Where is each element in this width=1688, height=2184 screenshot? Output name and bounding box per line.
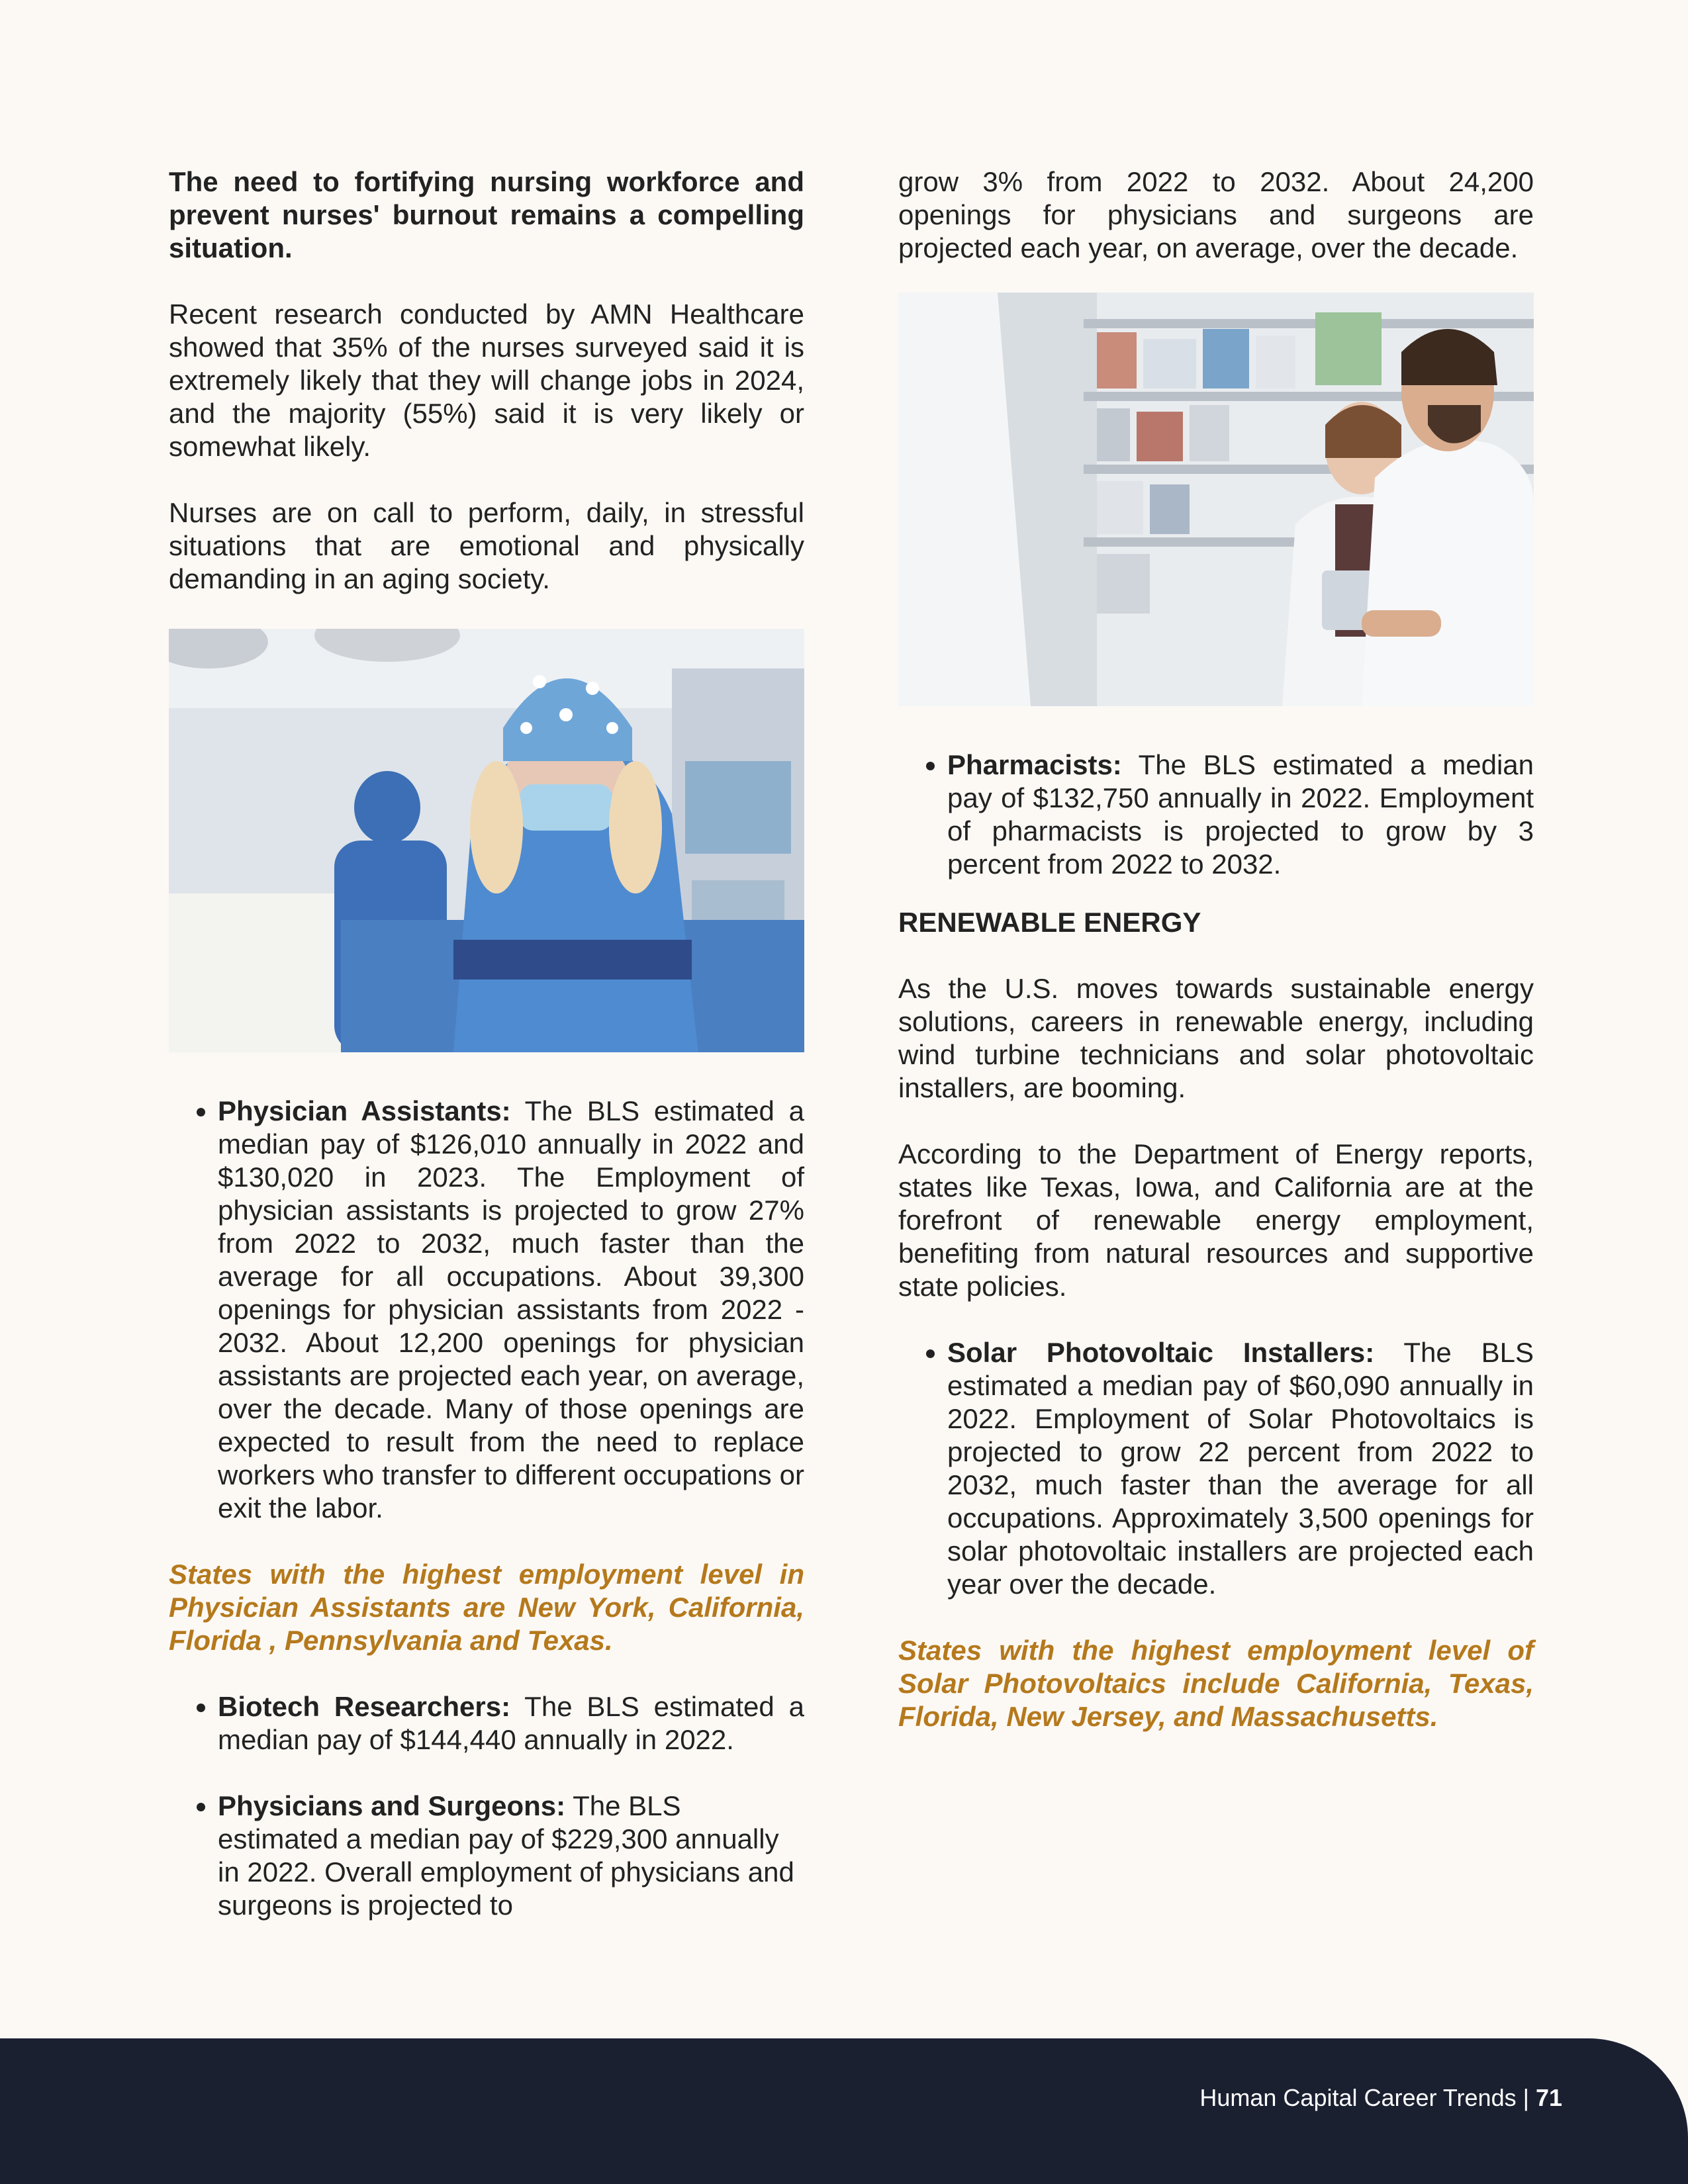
renewable-energy-paragraph-2: According to the Department of Energy reports, states like Texas, Iowa, and California are at the forefront of renewable energy employment, benefiting from natural resources and supportive state policies. [898, 1138, 1534, 1302]
page-footer [0, 2038, 1688, 2184]
biotech-researchers-title: Biotech Researchers: [218, 1691, 511, 1722]
nurse-burnout-photo [169, 629, 804, 1052]
solar-bullet-list [898, 1336, 1534, 1601]
footer-label-group [1199, 2083, 1562, 2113]
physician-assistants-states-highlight: States with the highest employment level in Physician Assistants are New York, California, Florida , Pennsylvania and Texas. [169, 1559, 804, 1656]
healthcare-bullet-list-2 [169, 1690, 804, 1922]
renewable-energy-paragraph-1: As the U.S. moves towards sustainable energy solutions, careers in renewable energy, including wind turbine technicians and solar photovoltaic installers, are booming. [898, 973, 1534, 1103]
list-item [218, 1095, 804, 1525]
renewable-energy-heading: RENEWABLE ENERGY [898, 907, 1201, 938]
solar-installers-text: The BLS estimated a median pay of $60,090 annually in 2022. Employment of Solar Photovoltaics is projected to grow 22 percent from 2022 to 2032, much faster than the average for all occupations. Approximately 3,500 openings for solar photovoltaic installers are projected each year over the decade. [947, 1337, 1534, 1600]
biotech-researchers-text: The BLS estimated a median pay of $144,440 annually in 2022. [218, 1691, 804, 1755]
physicians-surgeons-title: Physicians and Surgeons: [218, 1790, 566, 1821]
footer-publication-title: Human Capital Career Trends | [1199, 2084, 1536, 2111]
amn-research-paragraph: Recent research conducted by AMN Healthcare showed that 35% of the nurses surveyed said it is extremely likely that they will change jobs in 2024, and the majority (55%) said it is very likely or somewhat likely. [169, 298, 804, 462]
nurses-stress-paragraph: Nurses are on call to perform, daily, in stressful situations that are emotional and physically demanding in an aging society. [169, 497, 804, 594]
left-column [169, 165, 804, 1955]
physicians-surgeons-text: The BLS estimated a median pay of $229,300 annually in 2022. Overall employment of physicians and surgeons is projected to [218, 1790, 794, 1921]
page-number: 71 [1535, 2084, 1562, 2111]
pharmacists-text: The BLS estimated a median pay of $132,750 annually in 2022. Employment of pharmacists is projected to grow by 3 percent from 2022 to 2032. [947, 749, 1534, 880]
physician-assistants-title: Physician Assistants: [218, 1095, 511, 1126]
list-item [218, 1690, 804, 1756]
healthcare-bullet-list-1 [169, 1095, 804, 1525]
list-item [947, 1336, 1534, 1601]
solar-installers-title: Solar Photovoltaic Installers: [947, 1337, 1375, 1368]
list-item [218, 1790, 804, 1922]
physician-assistants-text: The BLS estimated a median pay of $126,010 annually in 2022 and $130,020 in 2023. The Employment of physician assistants is projected to grow 27% from 2022 to 2032, much faster than the average for all occupations. About 39,300 openings for physician assistants from 2022 - 2032. About 12,200 openings for physician assistants are projected each year, on average, over the decade. Many of those openings are expected to result from the need to replace workers who transfer to different occupations or exit the labor. [218, 1095, 804, 1524]
pharmacists-photo [898, 293, 1534, 706]
pharmacists-bullet-list [898, 749, 1534, 881]
lead-paragraph: The need to fortifying nursing workforce and prevent nurses' burnout remains a compelling situation. [169, 166, 804, 263]
physicians-continuation-paragraph: grow 3% from 2022 to 2032. About 24,200 openings for physicians and surgeons are projected each year, on average, over the decade. [898, 166, 1534, 263]
solar-states-highlight: States with the highest employment level of Solar Photovoltaics include California, Texas, Florida, New Jersey, and Massachusetts. [898, 1635, 1534, 1732]
pharmacists-title: Pharmacists: [947, 749, 1122, 780]
list-item [947, 749, 1534, 881]
right-column [898, 165, 1534, 1766]
